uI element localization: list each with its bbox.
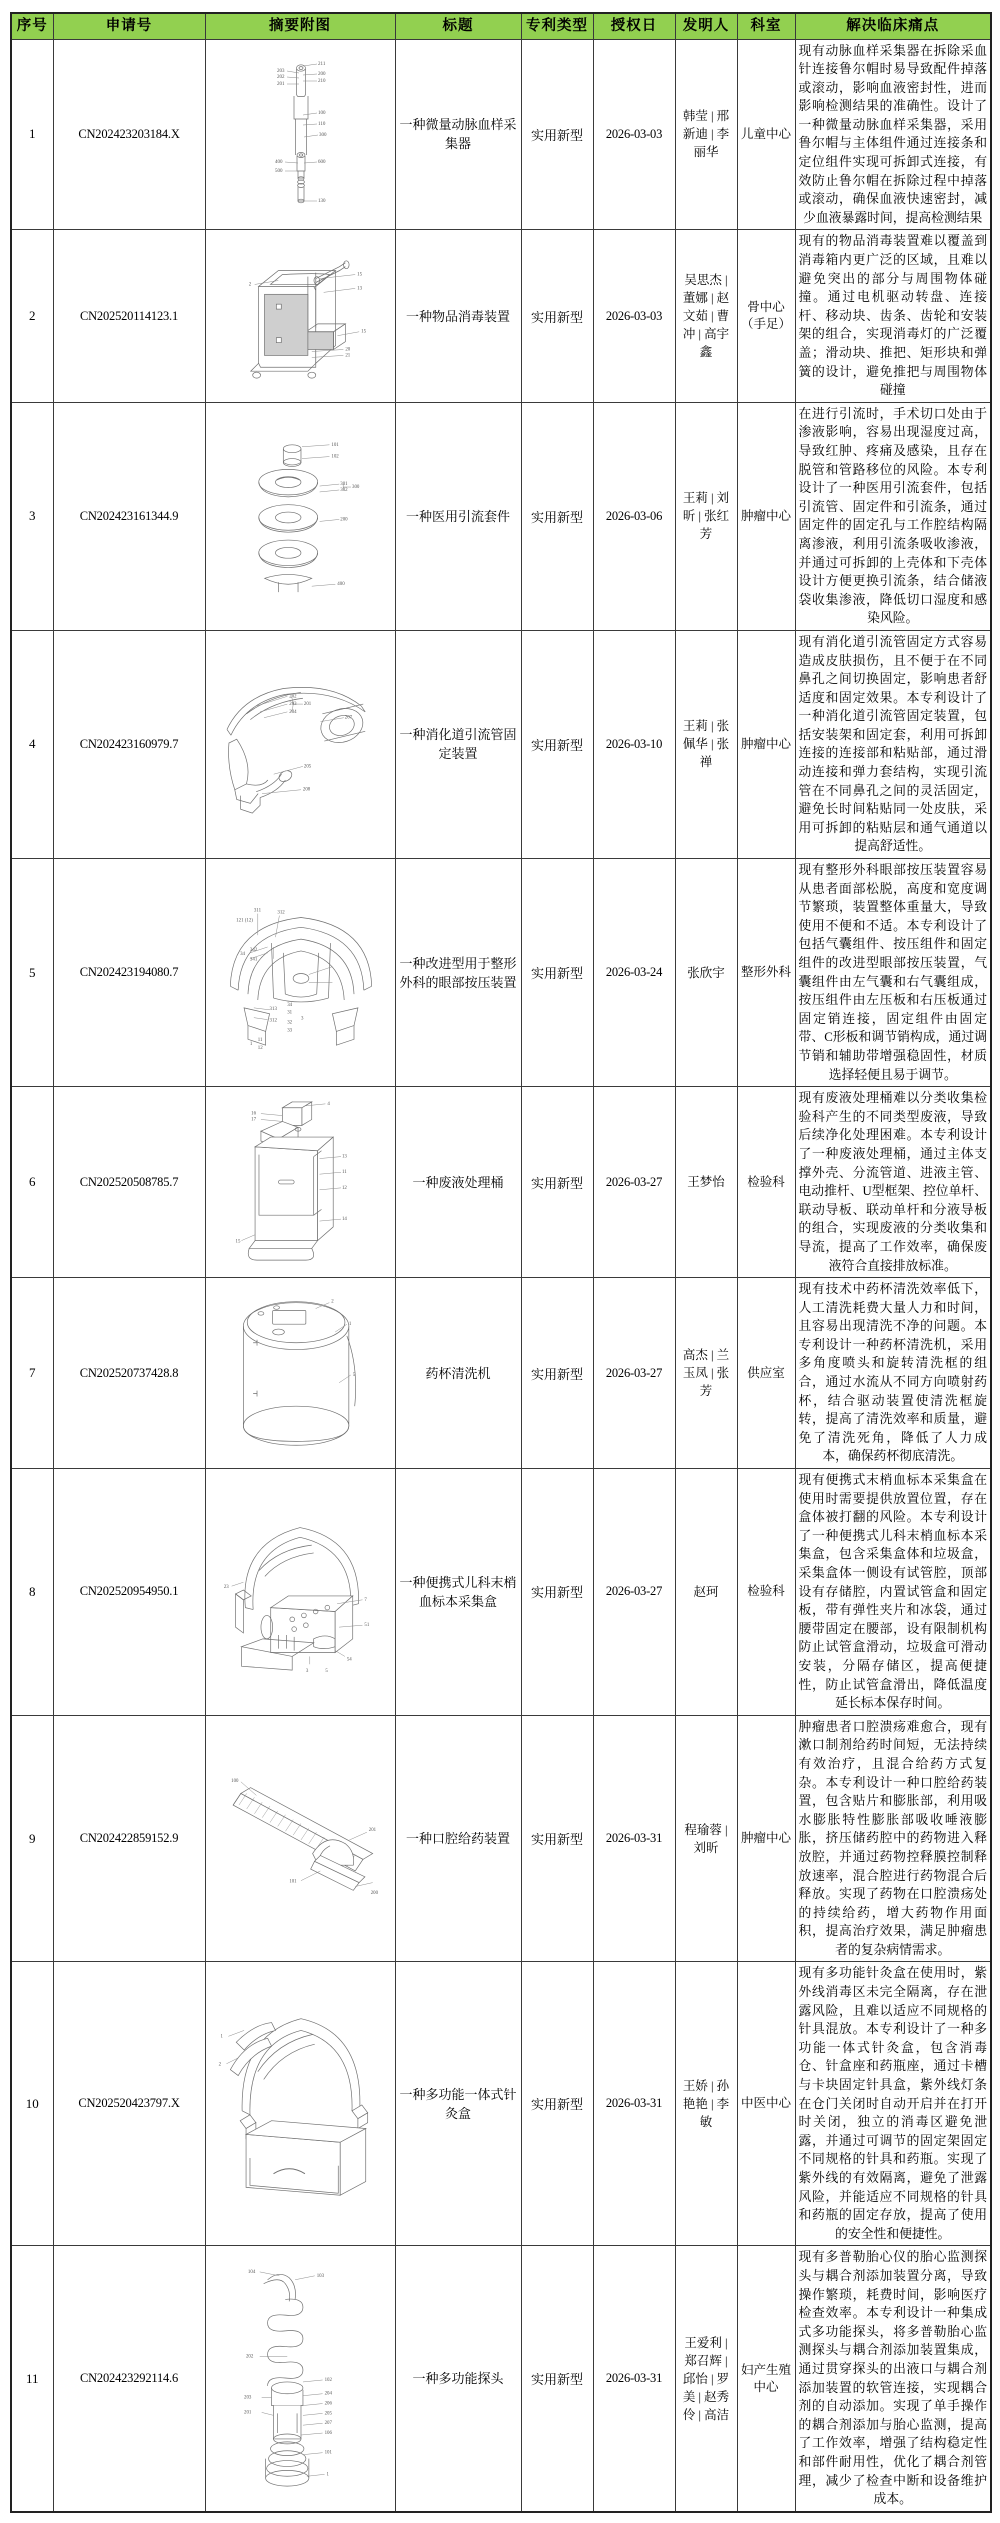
cell-pain-point: 现有废液处理桶难以分类收集检验科产生的不同类型废液，导致后续净化处理困难。本专利设计了一种废液处理桶，通过主体支撑外壳、分流管道、进液主管、电动推杆、U型框架、控位单杆、联动导板、联动单杆和分液导板的组合，实现废液的分类收集和导流，提高了工作效率，确保废液符合直接排放标准。 [795, 1087, 991, 1278]
svg-text:21: 21 [345, 353, 351, 359]
svg-text:5: 5 [324, 1668, 328, 1674]
cell-title: 一种微量动脉血样采集器 [395, 39, 521, 230]
cell-type: 实用新型 [521, 1715, 593, 1962]
cell-seq: 1 [11, 39, 53, 230]
table-row [11, 1087, 991, 1278]
svg-text:341: 341 [249, 957, 257, 963]
svg-text:13: 13 [342, 1154, 347, 1160]
cell-dept: 整形外科 [737, 859, 795, 1087]
svg-text:1: 1 [326, 2471, 329, 2477]
cell-inventor: 王莉 | 张佩华 | 张禅 [675, 630, 737, 858]
svg-text:20: 20 [345, 347, 351, 353]
svg-text:17: 17 [251, 1117, 257, 1123]
patent-figure-8 [209, 1510, 392, 1674]
cell-seq: 2 [11, 230, 53, 402]
cell-figure [205, 1715, 395, 1962]
cell-app-no: CN202520423797.X [53, 1962, 205, 2246]
cell-pain-point: 在进行引流时，手术切口处由于渗液影响，容易出现湿度过高，导致红肿、疼痛及感染，且存在脱管和管路移位的风险。本专利设计了一种医用引流套件，包括引流管、固定件和引流条，通过固定件的固定孔与工作腔结构隔离渗液，利用引流条吸收渗液，并通过可拆卸的上壳体和下壳体设计方便更换引流条，结合储液袋收集渗液，降低切口湿度和感染风险。 [795, 402, 991, 630]
cell-date: 2026-03-24 [593, 859, 675, 1087]
cell-figure [205, 2246, 395, 2512]
cell-figure [205, 1278, 395, 1469]
table-row [11, 2246, 991, 2512]
cell-inventor: 吴思杰 | 董娜 | 赵文茹 | 曹冲 | 高宇鑫 [675, 230, 737, 402]
svg-text:51: 51 [363, 1623, 369, 1629]
cell-app-no: CN202422859152.9 [53, 1715, 205, 1962]
header-row [11, 13, 991, 39]
cell-type: 实用新型 [521, 39, 593, 230]
svg-text:11: 11 [342, 1170, 347, 1176]
svg-text:15: 15 [361, 329, 367, 335]
cell-date: 2026-03-03 [593, 230, 675, 402]
cell-dept: 检验科 [737, 1469, 795, 1716]
cell-type: 实用新型 [521, 1087, 593, 1278]
svg-text:200: 200 [318, 72, 326, 78]
svg-text:302: 302 [340, 488, 348, 494]
cell-title: 一种多功能一体式针灸盒 [395, 1962, 521, 2246]
header-figure: 摘要附图 [205, 13, 395, 39]
cell-inventor: 程瑜蓉 | 刘昕 [675, 1715, 737, 1962]
cell-title: 一种废液处理桶 [395, 1087, 521, 1278]
cell-inventor: 王娇 | 孙艳艳 | 李敏 [675, 1962, 737, 2246]
cell-seq: 5 [11, 859, 53, 1087]
svg-text:54: 54 [346, 1657, 352, 1663]
cell-app-no: CN202520508785.7 [53, 1087, 205, 1278]
table-row [11, 1715, 991, 1962]
cell-type: 实用新型 [521, 2246, 593, 2512]
patent-figure-10 [209, 2001, 392, 2207]
cell-pain-point: 现有的物品消毒装置难以覆盖到消毒箱内更广泛的区域，且难以避免突出的部分与周围物体碰撞。通过电机驱动转盘、连接杆、移动块、齿条、齿轮和安装架的组合，实现消毒灯的广泛覆盖；滑动块、推把、矩形块和弹簧的设计，避免推把与周围物体碰撞 [795, 230, 991, 402]
cell-date: 2026-03-31 [593, 2246, 675, 2512]
cell-figure [205, 630, 395, 858]
cell-app-no: CN202520954950.1 [53, 1469, 205, 1716]
svg-text:31: 31 [286, 1010, 292, 1016]
svg-text:205: 205 [324, 2410, 332, 2416]
cell-date: 2026-03-27 [593, 1469, 675, 1716]
svg-text:300: 300 [319, 133, 327, 139]
cell-seq: 3 [11, 402, 53, 630]
cell-dept: 检验科 [737, 1087, 795, 1278]
svg-text:203: 203 [277, 69, 285, 75]
cell-seq: 4 [11, 630, 53, 858]
cell-title: 一种口腔给药装置 [395, 1715, 521, 1962]
cell-figure [205, 39, 395, 230]
cell-dept: 中医中心 [737, 1962, 795, 2246]
svg-text:3: 3 [300, 1016, 303, 1022]
cell-dept: 妇产生殖中心 [737, 2246, 795, 2512]
cell-date: 2026-03-31 [593, 1962, 675, 2246]
cell-app-no: CN202520737428.8 [53, 1278, 205, 1469]
cell-app-no: CN202423160979.7 [53, 630, 205, 858]
cell-seq: 6 [11, 1087, 53, 1278]
cell-inventor: 赵珂 [675, 1469, 737, 1716]
patent-figure-6 [209, 1098, 392, 1266]
cell-app-no: CN202423194080.7 [53, 859, 205, 1087]
svg-text:207: 207 [344, 716, 353, 722]
svg-text:211: 211 [318, 62, 326, 68]
svg-text:312: 312 [269, 1018, 277, 1024]
cell-type: 实用新型 [521, 1962, 593, 2246]
svg-text:100: 100 [231, 1778, 239, 1784]
svg-text:201: 201 [368, 1827, 377, 1833]
svg-text:4: 4 [327, 1101, 330, 1107]
svg-text:342: 342 [249, 947, 257, 953]
cell-pain-point: 现有多普勒胎心仪的胎心监测探头与耦合剂添加装置分离，导致操作繁琐，耗费时间，影响医疗检查效率。本专利设计一种集成式多功能探头，将多普勒胎心监测探头与耦合剂添加装置集成，通过贯穿探头的出液口与耦合剂添加装置的软管连接，实现耦合剂的自动添加。实现了单手操作的耦合剂添加与胎心监测，提高了工作效率，增强了结构稳定性和部件耐用性，优化了耦合剂管理，减少了检查中断和设备维护成本。 [795, 2246, 991, 2512]
cell-app-no: CN202423161344.9 [53, 402, 205, 630]
cell-figure [205, 230, 395, 402]
cell-title: 一种多功能探头 [395, 2246, 521, 2512]
table-row [11, 39, 991, 230]
cell-title: 一种物品消毒装置 [395, 230, 521, 402]
cell-figure [205, 1087, 395, 1278]
cell-inventor: 王莉 | 刘昕 | 张红芳 [675, 402, 737, 630]
svg-text:1: 1 [249, 1041, 252, 1047]
table-row [11, 1962, 991, 2246]
patent-figure-1 [209, 59, 392, 209]
table-body [11, 39, 991, 2512]
svg-text:15: 15 [357, 272, 363, 278]
svg-text:33: 33 [286, 1028, 292, 1034]
svg-text:204: 204 [324, 2391, 332, 2397]
svg-text:200: 200 [370, 1890, 379, 1896]
cell-figure [205, 1962, 395, 2246]
svg-text:101: 101 [289, 1879, 297, 1885]
cell-title: 一种改进型用于整形外科的眼部按压装置 [395, 859, 521, 1087]
cell-app-no: CN202423203184.X [53, 39, 205, 230]
svg-text:110: 110 [318, 122, 326, 128]
svg-text:301: 301 [340, 482, 348, 488]
svg-text:202: 202 [277, 75, 285, 81]
cell-type: 实用新型 [521, 1278, 593, 1469]
svg-text:7: 7 [363, 1597, 367, 1603]
svg-text:2: 2 [331, 1299, 334, 1305]
header-pain: 解决临床痛点 [795, 13, 991, 39]
cell-date: 2026-03-10 [593, 630, 675, 858]
patent-figure-9 [209, 1776, 392, 1902]
cell-figure [205, 1469, 395, 1716]
cell-inventor: 王爱利 | 郑召辉 | 邱怡 | 罗美 | 赵秀伶 | 高洁 [675, 2246, 737, 2512]
svg-text:101: 101 [331, 443, 339, 449]
header-app-no: 申请号 [53, 13, 205, 39]
svg-text:12: 12 [342, 1185, 347, 1191]
cell-type: 实用新型 [521, 859, 593, 1087]
table-row [11, 630, 991, 858]
cell-inventor: 张欣宇 [675, 859, 737, 1087]
svg-text:102: 102 [331, 454, 339, 460]
patent-figure-4 [209, 671, 392, 817]
svg-text:103: 103 [316, 2273, 324, 2279]
svg-text:201: 201 [277, 82, 285, 88]
table-row [11, 859, 991, 1087]
cell-type: 实用新型 [521, 402, 593, 630]
svg-text:13: 13 [357, 286, 363, 292]
cell-pain-point: 现有动脉血样采集器在拆除采血针连接鲁尔帽时易导致配件掉落或滚动，影响血液密封性，进而影响检测结果的准确性。设计了一种微量动脉血样采集器，采用鲁尔帽与主体组件通过连接条和定位组件实现可拆卸式连接，有效防止鲁尔帽在拆除过程中掉落或滚动，确保血液快速密封，减少血液暴露时间，提高检测结果 [795, 39, 991, 230]
cell-title: 一种医用引流套件 [395, 402, 521, 630]
svg-text:121 (12): 121 (12) [235, 918, 253, 924]
svg-text:14: 14 [342, 1217, 347, 1223]
svg-text:1: 1 [348, 1322, 352, 1328]
cell-app-no: CN202520114123.1 [53, 230, 205, 402]
svg-text:300: 300 [352, 485, 360, 491]
svg-text:32: 32 [286, 1020, 292, 1026]
cell-pain-point: 现有消化道引流管固定方式容易造成皮肤损伤，且不便于在不同鼻孔之间切换固定，影响患者舒适度和固定效果。本专利设计了一种消化道引流管固定装置，包括安装架和固定套，利用可拆卸连接的连接部和粘贴部，通过滑动连接和弹力套结构，实现引流管在不同鼻孔之间的灵活固定，避免长时间粘贴同一处皮肤，采用可拆卸的粘贴层和通气通道以提高舒适性。 [795, 630, 991, 858]
cell-pain-point: 现有技术中药杯清洗效率低下，人工清洗耗费大量人力和时间，且容易出现清洗不净的问题。本专利设计一种药杯清洗机，采用多角度喷头和旋转清洗框的组合，通过水流从不同方向喷射药杯，结合驱动装置使清洗框旋转，提高了清洗效率和质量，避免了清洗死角，降低了人力成本，确保药杯彻底清洗。 [795, 1278, 991, 1469]
patent-figure-11 [209, 2266, 392, 2492]
cell-dept: 骨中心（手足） [737, 230, 795, 402]
svg-text:203: 203 [289, 702, 297, 708]
header-seq: 序号 [11, 13, 53, 39]
cell-figure [205, 859, 395, 1087]
cell-date: 2026-03-27 [593, 1087, 675, 1278]
cell-figure [205, 402, 395, 630]
svg-text:23: 23 [223, 1584, 229, 1590]
patent-table [10, 12, 992, 2513]
cell-seq: 11 [11, 2246, 53, 2512]
cell-app-no: CN202423292114.6 [53, 2246, 205, 2512]
svg-text:202: 202 [289, 694, 297, 700]
svg-text:34: 34 [286, 1002, 292, 1008]
svg-text:101: 101 [324, 2450, 332, 2456]
svg-text:1: 1 [220, 2034, 223, 2040]
svg-text:200: 200 [340, 517, 348, 523]
cell-pain-point: 肿瘤患者口腔溃疡难愈合，现有漱口制剂给药时间短，无法持续有效治疗，且混合给药方式复杂。本专利设计一种口腔给药装置，包含贴片和膨胀部，利用吸水膨胀特性膨胀部吸收唾液膨胀，挤压储药腔中的药物进入释放腔，并通过药物控释膜控制释放速率，混合腔进行药物混合后释放。实现了药物在口腔溃疡处的持续给药，增大药物作用面积，提高治疗效果，满足肿瘤患者的复杂病情需求。 [795, 1715, 991, 1962]
cell-pain-point: 现有多功能针灸盒在使用时，紫外线消毒区未完全隔离，存在泄露风险，且难以适应不同规格的针具混放。本专利设计了一种多功能一体式针灸盒，包含消毒仓、针盒座和药瓶座，通过卡槽与卡块固定针具盒，紫外线灯条在仓门关闭时自动开启并在打开时关闭，独立的消毒区避免泄露，并通过可调节的固定架固定不同规格的针具和药瓶。实现了紫外线的有效隔离，避免了泄露风险，并能适应不同规格的针具和药瓶的固定存放，提高了使用的安全性和便捷性。 [795, 1962, 991, 2246]
cell-type: 实用新型 [521, 630, 593, 858]
svg-text:102: 102 [324, 2377, 332, 2383]
svg-text:2: 2 [218, 2062, 221, 2068]
patent-figure-5 [209, 892, 392, 1054]
cell-dept: 肿瘤中心 [737, 630, 795, 858]
patent-figure-2 [209, 247, 392, 385]
svg-text:15: 15 [235, 1239, 241, 1245]
cell-dept: 儿童中心 [737, 39, 795, 230]
cell-title: 药杯清洗机 [395, 1278, 521, 1469]
svg-text:130: 130 [318, 199, 326, 205]
svg-text:206: 206 [324, 2401, 332, 2407]
cell-pain-point: 现有整形外科眼部按压装置容易从患者面部松脱，高度和宽度调节繁琐，装置整体重量大，导致使用不便和不适。本专利设计了包括气囊组件、按压组件和固定组件的改进型眼部按压装置，气囊组件由左气囊和右气囊组成，按压组件由左压板和右压板通过固定销连接，固定组件由固定带、C形板和调节销构成，通过调节销和辅助带增强稳固性，材质选择轻便且易于调节。 [795, 859, 991, 1087]
svg-text:16: 16 [251, 1111, 257, 1117]
svg-text:500: 500 [275, 169, 283, 175]
svg-text:5: 5 [352, 1372, 356, 1378]
header-type: 专利类型 [521, 13, 593, 39]
svg-text:202: 202 [245, 2353, 253, 2359]
svg-text:210: 210 [318, 79, 326, 85]
svg-text:203: 203 [243, 2395, 251, 2401]
cell-date: 2026-03-27 [593, 1278, 675, 1469]
svg-text:311: 311 [253, 908, 261, 914]
cell-dept: 肿瘤中心 [737, 1715, 795, 1962]
cell-title: 一种便携式儿科末梢血标本采集盒 [395, 1469, 521, 1716]
cell-dept: 肿瘤中心 [737, 402, 795, 630]
cell-inventor: 王梦怡 [675, 1087, 737, 1278]
svg-text:104: 104 [247, 2269, 255, 2275]
svg-text:313: 313 [269, 1006, 277, 1012]
header-dept: 科室 [737, 13, 795, 39]
patent-figure-7 [209, 1289, 392, 1457]
cell-pain-point: 现有便携式末梢血标本采集盒在使用时需要提供放置位置，存在盒体被打翻的风险。本专利设计了一种便携式儿科末梢血标本采集盒，包含采集盒体和垃圾盒，采集盒体一侧设有试管腔，顶部设有存储腔，内置试管盒和固定板，带有弹性夹片和冰袋，通过腰带固定在腰部，设有限制机构防止试管盒滑动，垃圾盒可滑动安装，分隔存储区，提高便捷性，防止试管盒滑出，降低温度延长标本保存时间。 [795, 1469, 991, 1716]
table-row [11, 402, 991, 630]
cell-seq: 10 [11, 1962, 53, 2246]
svg-text:400: 400 [337, 582, 345, 588]
svg-text:204: 204 [289, 710, 297, 716]
svg-text:11: 11 [257, 1037, 263, 1043]
cell-dept: 供应室 [737, 1278, 795, 1469]
cell-title: 一种消化道引流管固定装置 [395, 630, 521, 858]
table-row [11, 230, 991, 402]
table-row [11, 1278, 991, 1469]
cell-inventor: 韩莹 | 邢新迪 | 李丽华 [675, 39, 737, 230]
table-header [11, 13, 991, 39]
cell-type: 实用新型 [521, 230, 593, 402]
svg-text:34: 34 [239, 951, 245, 957]
patent-figure-3 [209, 435, 392, 597]
svg-text:312: 312 [276, 910, 285, 916]
svg-text:106: 106 [324, 2430, 332, 2436]
svg-text:208: 208 [302, 788, 311, 794]
cell-seq: 7 [11, 1278, 53, 1469]
svg-text:205: 205 [303, 764, 312, 770]
header-inventor: 发明人 [675, 13, 737, 39]
svg-text:400: 400 [275, 160, 283, 166]
cell-date: 2026-03-31 [593, 1715, 675, 1962]
svg-text:600: 600 [318, 160, 326, 166]
cell-date: 2026-03-06 [593, 402, 675, 630]
svg-text:201: 201 [303, 702, 312, 708]
header-title: 标题 [395, 13, 521, 39]
svg-text:201: 201 [243, 2409, 251, 2415]
svg-text:3: 3 [305, 1668, 308, 1674]
header-date: 授权日 [593, 13, 675, 39]
cell-seq: 8 [11, 1469, 53, 1716]
cell-date: 2026-03-03 [593, 39, 675, 230]
svg-text:2: 2 [248, 282, 252, 288]
svg-text:100: 100 [318, 111, 326, 117]
svg-text:207: 207 [324, 2420, 332, 2426]
cell-type: 实用新型 [521, 1469, 593, 1716]
cell-inventor: 高杰 | 兰玉凤 | 张芳 [675, 1278, 737, 1469]
table-row [11, 1469, 991, 1716]
svg-text:12: 12 [257, 1045, 263, 1051]
cell-seq: 9 [11, 1715, 53, 1962]
